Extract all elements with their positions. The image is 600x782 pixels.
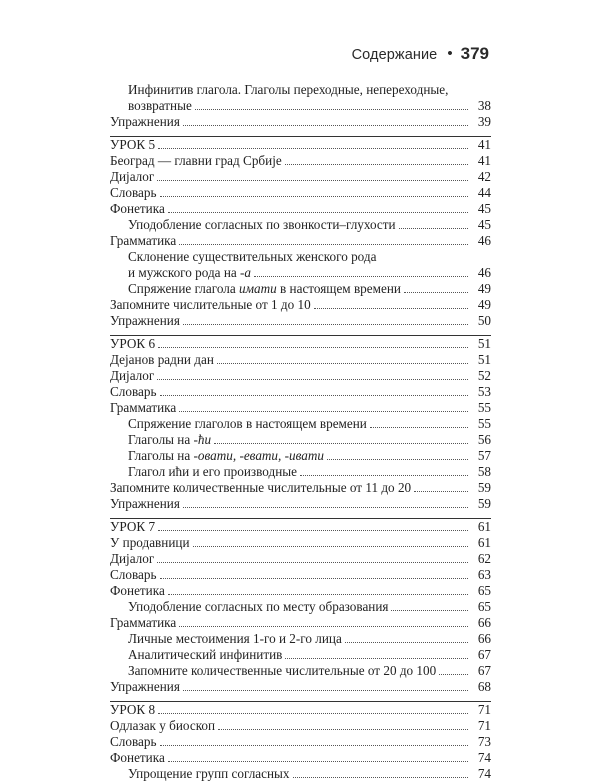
- toc-entry-label: Дијалог: [110, 551, 155, 566]
- toc-entry-page: 53: [477, 384, 491, 399]
- dot-leader: [157, 562, 468, 563]
- dot-leader: [391, 610, 468, 611]
- toc-entry[interactable]: [110, 615, 491, 631]
- toc-entry[interactable]: [110, 480, 491, 496]
- dot-leader: [179, 411, 468, 412]
- toc-entry-page: 71: [477, 718, 491, 733]
- toc-entry-label: Упражнения: [110, 679, 180, 694]
- toc-entry-label: Београд — главни град Србије: [110, 153, 282, 168]
- toc-entry-label: и мужского рода на -а: [128, 265, 252, 280]
- toc-entry-label: Запомните количественные числительные от 20 до 100: [128, 663, 437, 678]
- dot-leader: [158, 530, 468, 531]
- toc-entry-page: 62: [477, 551, 491, 566]
- toc-entry[interactable]: [110, 201, 491, 217]
- header-bullet: •: [447, 45, 453, 62]
- lesson-title: УРОК 5: [110, 137, 156, 152]
- lesson-5-entries: [110, 153, 491, 249]
- dot-leader: [414, 491, 468, 492]
- dot-leader: [293, 777, 468, 778]
- toc-entry-label: Одлазак у биоскоп: [110, 718, 216, 733]
- dot-leader: [160, 196, 469, 197]
- dot-leader: [314, 308, 468, 309]
- toc-entry-label: Дијалог: [110, 169, 155, 184]
- toc-entry-page: 66: [477, 631, 491, 646]
- page-number: 379: [460, 44, 489, 63]
- toc-entry-label: У продавници: [110, 535, 190, 550]
- toc-entry-label: Упражнения: [110, 496, 180, 511]
- toc-entry-label: Словарь: [110, 185, 157, 200]
- toc-entry-page: 49: [477, 297, 491, 312]
- toc-entry-label: Фонетика: [110, 750, 165, 765]
- toc-entry-page: 49: [477, 281, 491, 296]
- toc-entry-label: Глаголы на -овати, -евати, -ивати: [128, 448, 324, 463]
- toc-entry[interactable]: [110, 663, 491, 679]
- toc-entry-label: Грамматика: [110, 400, 177, 415]
- toc-entry-page: 45: [477, 201, 491, 216]
- dot-leader: [183, 507, 468, 508]
- toc-lesson-heading[interactable]: [110, 519, 491, 535]
- toc-entry-label: Фонетика: [110, 201, 165, 216]
- dot-leader: [214, 443, 468, 444]
- dot-leader: [160, 745, 469, 746]
- toc-entry[interactable]: [110, 114, 491, 130]
- toc-entry[interactable]: [110, 400, 491, 416]
- toc-lesson-heading[interactable]: [110, 137, 491, 153]
- dot-leader: [404, 292, 468, 293]
- toc-entry-page: 50: [477, 313, 491, 328]
- dot-leader: [327, 459, 468, 460]
- toc-entry-page: 52: [477, 368, 491, 383]
- toc-entry-page: 45: [477, 217, 491, 232]
- dot-leader: [183, 324, 468, 325]
- toc-entry-label: Запомните количественные числительные от 11 до 20: [110, 480, 412, 495]
- toc-entry[interactable]: [110, 631, 491, 647]
- toc-entry[interactable]: [110, 384, 491, 400]
- toc-entry-label: Уподобление согласных по месту образования: [128, 599, 389, 614]
- toc-entry[interactable]: [110, 281, 491, 297]
- lesson-7-entries: [110, 535, 491, 695]
- toc-entry-label: Словарь: [110, 734, 157, 749]
- toc-entry-label: Словарь: [110, 384, 157, 399]
- toc-entry[interactable]: [110, 599, 491, 615]
- toc-entry-label: Аналитический инфинитив: [128, 647, 283, 662]
- toc-entry[interactable]: [110, 750, 491, 766]
- dot-leader: [183, 690, 468, 691]
- toc-entry-page: 74: [477, 750, 491, 765]
- toc-entry-label: Упрощение групп согласных: [128, 766, 290, 781]
- toc-entry[interactable]: [110, 217, 491, 233]
- dot-leader: [168, 594, 468, 595]
- toc-entry-page: 65: [477, 583, 491, 598]
- dot-leader: [158, 148, 468, 149]
- toc-entry-page: 44: [477, 185, 491, 200]
- toc-entry[interactable]: [110, 647, 491, 663]
- section-title: Содержание: [351, 47, 438, 63]
- toc-entry[interactable]: [110, 416, 491, 432]
- toc-entry-page: 65: [477, 599, 491, 614]
- toc-entry[interactable]: [110, 98, 491, 114]
- dot-leader: [193, 546, 468, 547]
- toc-entry[interactable]: [110, 265, 491, 281]
- toc-entry-page: 46: [477, 265, 491, 280]
- lesson-page: 41: [477, 137, 491, 152]
- lesson-title: УРОК 7: [110, 519, 156, 534]
- toc-entry[interactable]: [110, 448, 491, 464]
- toc-entry-label: Грамматика: [110, 233, 177, 248]
- dot-leader: [217, 363, 468, 364]
- dot-leader: [195, 109, 468, 110]
- toc-entry[interactable]: [110, 352, 491, 368]
- dot-leader: [179, 626, 468, 627]
- toc-entry[interactable]: [110, 718, 491, 734]
- toc-entry-label: Упражнения: [110, 313, 180, 328]
- toc-entry-label: Инфинитив глагола. Глаголы переходные, непереходные,: [128, 82, 449, 97]
- dot-leader: [345, 642, 468, 643]
- dot-leader: [160, 395, 469, 396]
- toc-entry-page: 73: [477, 734, 491, 749]
- dot-leader: [218, 729, 468, 730]
- toc-entry-label: Упражнения: [110, 114, 180, 129]
- toc-entry-page: 59: [477, 480, 491, 495]
- dot-leader: [300, 475, 468, 476]
- toc-lesson-heading[interactable]: [110, 336, 491, 352]
- toc-entry[interactable]: [110, 535, 491, 551]
- toc-entry-label: Грамматика: [110, 615, 177, 630]
- dot-leader: [158, 347, 468, 348]
- toc-entry-page: 67: [477, 663, 491, 678]
- table-of-contents: [110, 82, 491, 782]
- toc-entry-label: Дејанов радни дан: [110, 352, 214, 367]
- toc-entry-continued-line: [110, 82, 491, 98]
- toc-entry[interactable]: [110, 368, 491, 384]
- dot-leader: [285, 658, 468, 659]
- dot-leader: [168, 761, 468, 762]
- toc-entry-label: Склонение существительных женского рода: [128, 249, 377, 264]
- dot-leader: [370, 427, 468, 428]
- toc-entry-label: Фонетика: [110, 583, 165, 598]
- toc-entry[interactable]: [110, 496, 491, 512]
- toc-entry-page: 66: [477, 615, 491, 630]
- lesson-8-entries: [110, 718, 491, 782]
- lesson-page: 61: [477, 519, 491, 534]
- dot-leader: [157, 180, 468, 181]
- toc-entry[interactable]: [110, 169, 491, 185]
- toc-entry-page: 67: [477, 647, 491, 662]
- toc-entry-label: Личные местоимения 1-го и 2-го лица: [128, 631, 342, 646]
- dot-leader: [179, 244, 468, 245]
- toc-entry-page: 55: [477, 400, 491, 415]
- toc-entry[interactable]: [110, 679, 491, 695]
- lesson-title: УРОК 8: [110, 702, 156, 717]
- toc-entry-page: 51: [477, 352, 491, 367]
- lesson-page: 51: [477, 336, 491, 351]
- toc-entry-page: 46: [477, 233, 491, 248]
- toc-entry-page: 56: [477, 432, 491, 447]
- toc-entry-page: 59: [477, 496, 491, 511]
- toc-entry-label: возвратные: [128, 98, 192, 113]
- toc-entry[interactable]: [110, 766, 491, 782]
- toc-entry[interactable]: [110, 567, 491, 583]
- toc-entry-page: 57: [477, 448, 491, 463]
- dot-leader: [254, 276, 468, 277]
- toc-entry-label: Спряжение глагола имати в настоящем времени: [128, 281, 401, 296]
- dot-leader: [158, 713, 468, 714]
- toc-entry-page: 61: [477, 535, 491, 550]
- lesson-page: 71: [477, 702, 491, 717]
- toc-entry-continued-line: [110, 249, 491, 265]
- dot-leader: [285, 164, 468, 165]
- toc-entry-page: 74: [477, 766, 491, 781]
- lesson-5-tail-entries: [110, 297, 491, 329]
- toc-entry[interactable]: [110, 153, 491, 169]
- lesson-6-entries: [110, 352, 491, 432]
- toc-entry-label: Дијалог: [110, 368, 155, 383]
- running-header: [352, 44, 489, 64]
- dot-leader: [399, 228, 468, 229]
- toc-entry-label: Спряжение глаголов в настоящем времени: [128, 416, 367, 431]
- toc-entry[interactable]: [110, 297, 491, 313]
- toc-entry[interactable]: [110, 734, 491, 750]
- dot-leader: [157, 379, 468, 380]
- toc-entry[interactable]: [110, 233, 491, 249]
- toc-entry-page: 55: [477, 416, 491, 431]
- toc-entry[interactable]: [110, 551, 491, 567]
- toc-entry[interactable]: [110, 432, 491, 448]
- toc-entry-page: 63: [477, 567, 491, 582]
- dot-leader: [183, 125, 468, 126]
- toc-entry[interactable]: [110, 185, 491, 201]
- toc-entry-page: 42: [477, 169, 491, 184]
- dot-leader: [439, 674, 468, 675]
- toc-entry-label: Словарь: [110, 567, 157, 582]
- toc-entry-page: 39: [477, 114, 491, 129]
- lesson-6-tail-entries: [110, 464, 491, 512]
- toc-entry-label: Глаголы на -ћи: [128, 432, 212, 447]
- toc-entry[interactable]: [110, 464, 491, 480]
- dot-leader: [160, 578, 469, 579]
- toc-entry-label: Запомните числительные от 1 до 10: [110, 297, 311, 312]
- toc-entry-page: 38: [477, 98, 491, 113]
- toc-entry-page: 41: [477, 153, 491, 168]
- dot-leader: [168, 212, 468, 213]
- toc-entry[interactable]: [110, 583, 491, 599]
- toc-entry-page: 58: [477, 464, 491, 479]
- toc-entry-label: Глагол ићи и его производные: [128, 464, 297, 479]
- toc-entry[interactable]: [110, 313, 491, 329]
- toc-lesson-heading[interactable]: [110, 702, 491, 718]
- toc-entry-label: Уподобление согласных по звонкости–глухости: [128, 217, 396, 232]
- toc-entry-page: 68: [477, 679, 491, 694]
- lesson-title: УРОК 6: [110, 336, 156, 351]
